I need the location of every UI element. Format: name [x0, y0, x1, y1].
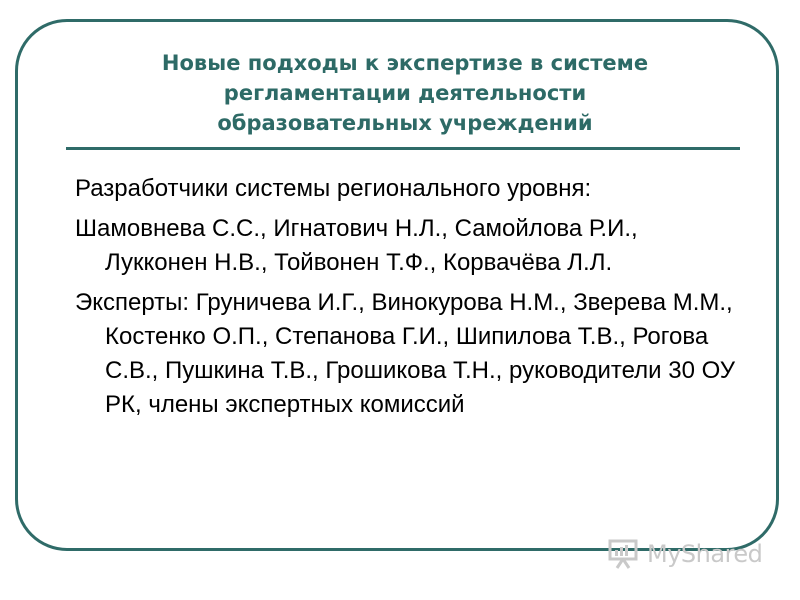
slide-title [70, 48, 740, 138]
slide-body [75, 172, 735, 428]
title-line: образовательных учреждений [217, 111, 593, 135]
experts-list: Эксперты: Груничева И.Г., Винокурова Н.М., Зверева М.М., Костенко О.П., Степанова Г.И., Шипилова Т.В., Рогова С.В., Пушкина Т.В., Грошикова Т.Н., руководители 30 ОУ РК, члены экспертных комиссий [75, 289, 735, 418]
watermark-text: MyShared [647, 540, 763, 568]
title-line: Новые подходы к экспертизе в системе [161, 51, 649, 75]
title-divider [66, 147, 740, 150]
presentation-board-icon [607, 537, 641, 571]
title-line: регламентации деятельности [223, 81, 587, 105]
watermark [607, 537, 762, 571]
developers-list: Шамовнева С.С., Игнатович Н.Л., Самойлова Р.И., Лукконен Н.В., Тойвонен Т.Ф., Корвачёва Л.Л. [75, 215, 638, 276]
developers-heading: Разработчики системы регионального уровня: [75, 175, 592, 202]
